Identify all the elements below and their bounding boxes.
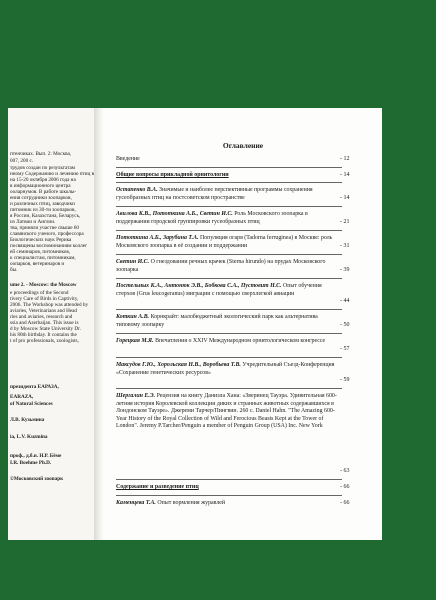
divider xyxy=(116,388,342,389)
toc-entry-author: Постельных К.А., Антонюк Э.В., Бобкова С.А., Пустовит Н.С. xyxy=(116,283,282,289)
toc-entry-author: Остапенко В.А. xyxy=(116,187,158,193)
left-line: 2006. The Workshop was attended by xyxy=(10,302,89,308)
toc-page-number: - 14 xyxy=(340,172,350,178)
left-line: бы. xyxy=(10,267,18,273)
left-line: ries and aviaries, research and xyxy=(10,314,73,320)
left-line: тва, приняли участие свыше 60 xyxy=(10,225,79,231)
left-line: нному Содержанию и лечению птиц в xyxy=(10,171,94,177)
toc-entry xyxy=(116,338,338,346)
left-line: d by Moscow State University Dr. xyxy=(10,326,81,332)
left-line: tivery Care of Birds in Captivity, xyxy=(10,296,79,302)
toc-entry-author: Шергалин Е.Э. xyxy=(116,393,156,399)
toc-section-title: Содержание и разведение птиц xyxy=(116,484,199,490)
toc-page-number: - 66 xyxy=(340,500,350,506)
left-line: aviaries, Veterinarians and Head xyxy=(10,308,78,314)
toc-entry-title: Введение xyxy=(116,156,140,162)
left-line: his 80th birthday. It contains the xyxy=(10,332,77,338)
toc-entry-title: Опыт обучения стерхов (Grus leucogeranus) миграции с помощью сверхлегкой авиации xyxy=(116,283,322,297)
divider xyxy=(116,254,342,255)
left-credit: ЕАRАZA, xyxy=(10,394,34,400)
toc-page-number: - 66 xyxy=(340,484,350,490)
divider xyxy=(116,309,342,310)
left-line: ssia and Azerbaijan. This issue is xyxy=(10,320,79,326)
divider xyxy=(116,182,342,183)
toc-entry-author: Максудов Г.Ю., Хорольская Н.В., Воробьева Т.В. xyxy=(116,362,241,368)
left-page xyxy=(8,108,94,540)
left-line: посвящены воспоминаниям коллег xyxy=(10,243,88,249)
toc-section xyxy=(116,484,338,492)
left-line: оопарков, ветеринаров и xyxy=(10,261,65,267)
toc-section xyxy=(116,172,338,180)
toc-entry-author: Авилова К.В., Пототкина А.Б., Светин И.С. xyxy=(116,211,233,217)
toc-title: Оглавление xyxy=(222,141,264,150)
toc-entry xyxy=(116,235,338,250)
toc-entry-title: О гнездовании речных крачек (Sterna hirundo) на прудах Московского зоопарка xyxy=(116,259,326,273)
toc-entry-title: Опыт вормления журавлей xyxy=(157,500,226,506)
divider xyxy=(116,357,342,358)
left-line: ооларнумов. В работе школы- xyxy=(10,189,77,195)
left-line: и различных птиц, заводчики xyxy=(10,201,75,207)
toc-page-number: - 63 xyxy=(340,468,350,474)
toc-entry xyxy=(116,259,338,274)
divider xyxy=(116,479,342,480)
toc-page-number: - 50 xyxy=(340,322,350,328)
toc-entry xyxy=(116,156,338,164)
left-line: e proceedings of the Second xyxy=(10,290,69,296)
left-line: на 15-20 октября 2006 года на xyxy=(10,177,76,183)
book-spread xyxy=(8,108,382,540)
right-page xyxy=(104,108,382,540)
toc-page-number: - 57 xyxy=(340,346,350,352)
toc-page-number: - 39 xyxy=(340,267,350,273)
divider xyxy=(116,167,342,168)
toc-entry xyxy=(116,314,338,329)
toc-entry-author: Светин И.С. xyxy=(116,259,150,265)
left-credit: I.R. Boehme Ph.D. xyxy=(10,460,52,466)
left-line: в информационного центра xyxy=(10,183,71,189)
left-line: славянского ученого, профессора xyxy=(10,231,84,237)
toc-entry-title: Рецензия на книгу Даниэла Хана: «Зверинец Тауэра. Удивительная 600-летняя история Королевской коллекции диких и странных животных содержавшихся в Лондонском Тауэре». Джереми Тарчер/Пингвин. 260 с. Daniel Hahn. "The Amazing 600-Year History of the Royal Collection of Wild and Ferocious Beasts Kept at the Tower of London". Jeremy P.Tarcher/Penguin a member of Penguin Group (USA) Inc. New York xyxy=(116,393,337,429)
toc-entry-title: Роль Московского зоопарка в поддержании городской группировки гусеобразных птиц xyxy=(116,211,308,225)
left-line: из Латвии и Англии. xyxy=(10,219,56,225)
toc-entry xyxy=(116,187,338,202)
toc-entry xyxy=(116,393,338,431)
left-line: 007, 200 с. xyxy=(10,158,34,164)
toc-entry-author: Коткин А.В. xyxy=(116,314,150,320)
toc-entry-title: Учредительный Съезд-Конференция «Сохранение генетических ресурсов» xyxy=(116,362,335,376)
left-line: Биологических наук Рерика xyxy=(10,237,72,243)
left-line: к специалистам, питомникам, xyxy=(10,255,76,261)
toc-page-number: - 31 xyxy=(340,243,350,249)
left-credit: президента ЕАРАЗА, xyxy=(10,384,59,390)
toc-page-number: - 14 xyxy=(340,195,350,201)
left-line: трудов создан по результатам xyxy=(10,165,76,171)
toc-entry-author: Горецкая М.Я. xyxy=(116,338,154,344)
toc-page-number: - 59 xyxy=(340,377,350,383)
toc-entry-title: Корнкрайт: малобюджетный экологический парк как альтернатива типовому зоопарку xyxy=(116,314,318,328)
toc-page-number: - 12 xyxy=(340,156,350,162)
left-credit: ia, L.V. Kuzmina xyxy=(10,434,48,440)
toc-entry xyxy=(116,362,338,377)
toc-entry xyxy=(116,500,338,508)
left-credit: Л.В. Кузьмина xyxy=(10,417,45,423)
divider xyxy=(116,333,342,334)
toc-page-number: - 44 xyxy=(340,298,350,304)
left-line: питомник из 30-ти зоопарков, xyxy=(10,207,76,213)
divider xyxy=(116,278,342,279)
toc-entry xyxy=(116,211,338,226)
left-credit: of Natural Sciences xyxy=(10,401,53,407)
book-gutter xyxy=(94,108,104,540)
toc-entry-title: Впечатления о XXIV Международном орнитологическом конгрессе xyxy=(155,338,326,344)
toc-entry-author: Каменцева Т.А. xyxy=(116,500,156,506)
divider xyxy=(116,495,342,496)
toc-section-title: Общие вопросы прикладной орнитологии xyxy=(116,172,229,178)
left-line: птенчиках. Вып. 2: Москва, xyxy=(10,151,72,157)
toc-entry-title: Популяция огаря (Tadorna ferruginea) в Москве: роль Московского зоопарка в её создании и поддержании xyxy=(116,235,333,249)
left-heading: ume 2. - Moscow: the Moscow xyxy=(10,282,77,288)
toc-entry xyxy=(116,283,338,298)
toc-entry-author: Пототкина А.Б., Зарубина Т.А. xyxy=(116,235,199,241)
toc-page-number: - 21 xyxy=(340,219,350,225)
divider xyxy=(116,230,342,231)
divider xyxy=(116,206,342,207)
left-line: t of pro professionals, zoologists, xyxy=(10,338,79,344)
left-line: я России, Казахстана, Беларусь, xyxy=(10,213,81,219)
left-credit: проф., д.б.н. Н.Р. Бёме xyxy=(10,453,62,459)
left-line: ей семинаров, питомников, xyxy=(10,249,71,255)
toc-entry-title: Значимые и наиболее перспективные программы сохранения гусеобразных птиц на постсоветском пространстве xyxy=(116,187,313,201)
left-line: ения сотрудники зоопарков, xyxy=(10,195,72,201)
copyright: ©Московский зоопарк xyxy=(10,476,64,482)
